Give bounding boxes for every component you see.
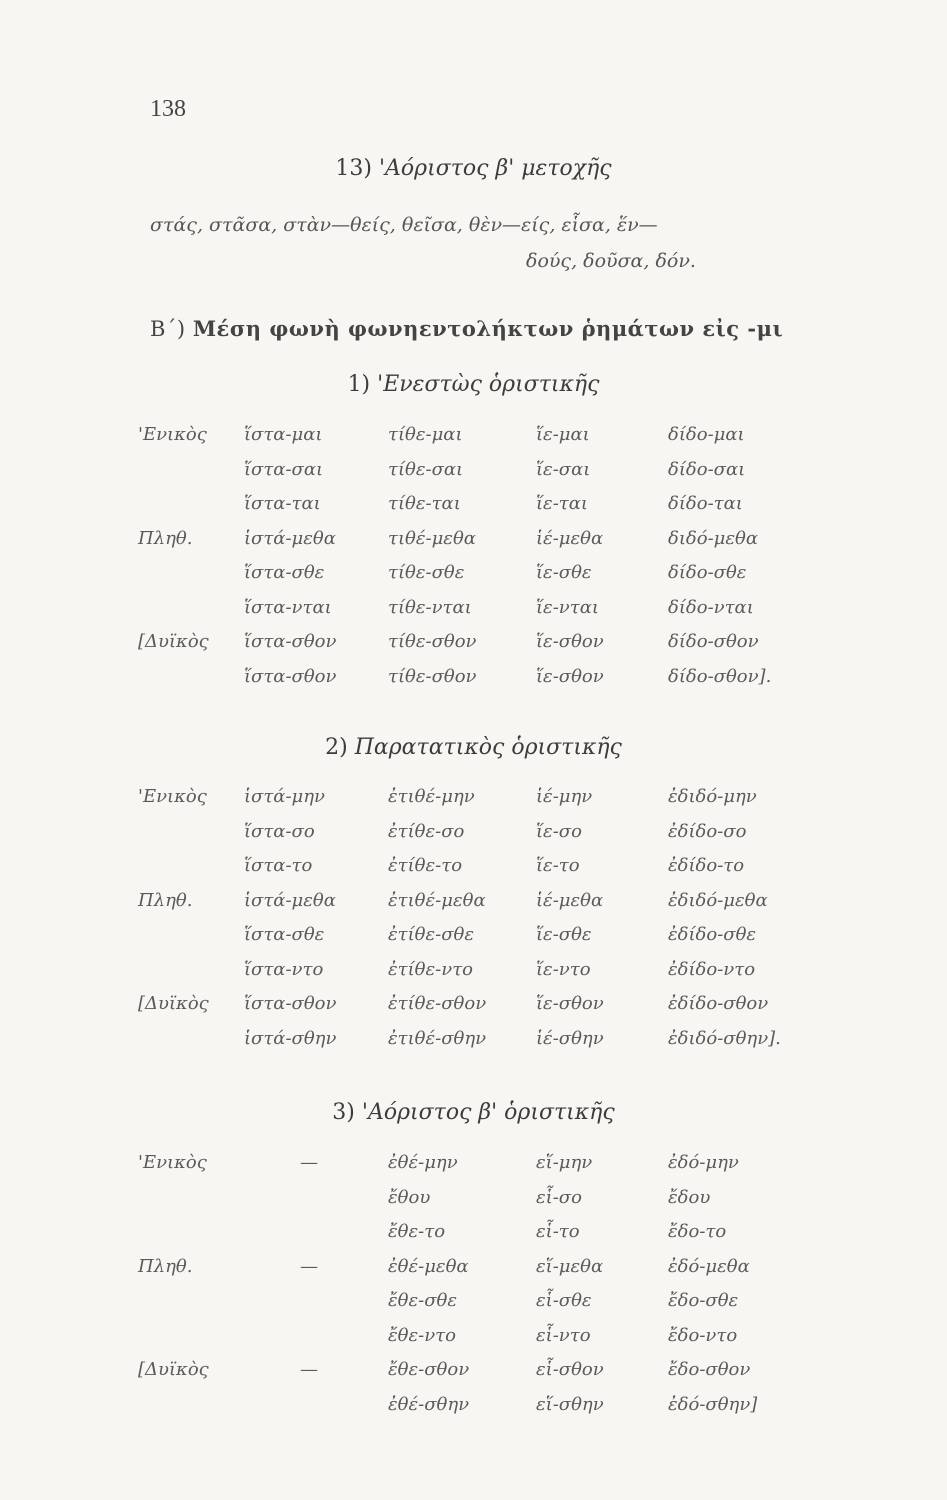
cell-form-1: ἵστα-σθον (244, 631, 337, 652)
cell-number-label: 'Ενικὸς (138, 786, 207, 807)
table-3-number: 3) (332, 1100, 355, 1125)
cell-form-2: ἐθέ-μην (388, 1152, 458, 1173)
cell-number-label: [Δυϊκὸς (138, 631, 209, 652)
cell-form-4: ἐδό-μεθα (668, 1255, 750, 1277)
table-3-title: 'Αόριστος β' ὁριστικῆς (361, 1100, 615, 1125)
cell-form-1: ἵστα-σθε (244, 562, 325, 583)
cell-form-1: ἵστα-το (244, 855, 313, 876)
cell-form-4: ἐδίδο-το (668, 855, 745, 876)
cell-form-4: ἐδό-σθην] (668, 1393, 758, 1415)
cell-form-3: ἱέ-σθην (536, 1027, 604, 1049)
table-row (0, 597, 947, 631)
table-row (0, 786, 947, 820)
table-row (0, 493, 947, 527)
table-row (0, 1221, 947, 1255)
section-b-label: Β΄) (150, 317, 186, 341)
cell-form-3: εἵ-μην (536, 1152, 593, 1173)
cell-form-3: ἵε-σθον (536, 665, 604, 687)
cell-form-1: ἵστα-σθε (244, 924, 325, 945)
cell-form-3: εἵ-μεθα (536, 1255, 604, 1277)
cell-form-1: ἵστα-σθον (244, 665, 337, 687)
section-13-title: 'Αόριστος β' μετοχῆς (378, 156, 612, 181)
table-row (0, 1290, 947, 1324)
cell-form-3: ἵε-ντο (536, 958, 591, 980)
cell-form-1: — (300, 1152, 318, 1173)
cell-form-2: τίθε-μαι (388, 424, 463, 445)
cell-form-4: ἐδίδο-σθε (668, 924, 757, 945)
table-1-number: 1) (347, 372, 371, 397)
cell-form-1: ἱστά-μεθα (244, 889, 336, 911)
cell-form-2: ἐτιθέ-μεθα (388, 889, 486, 911)
cell-form-2: τίθε-σθε (388, 562, 465, 583)
cell-form-2: ἔθε-το (388, 1221, 446, 1242)
table-row (0, 459, 947, 493)
cell-form-2: ἐτιθέ-σθην (388, 1027, 487, 1049)
section-b-heading (150, 316, 783, 341)
cell-form-2: ἔθε-ντο (388, 1324, 456, 1346)
section-13-number: 13) (335, 156, 372, 181)
cell-form-4: ἔδο-το (668, 1221, 727, 1242)
cell-form-4: ἐδιδό-μεθα (668, 889, 768, 911)
cell-form-4: ἔδου (668, 1186, 711, 1208)
page-number: 138 (150, 96, 186, 122)
section-13-line-1: στάς, στᾶσα, στὰν—θείς, θεῖσα, θὲν—είς, εἷσα, ἕν— (150, 214, 658, 236)
cell-form-4: ἐδίδο-ντο (668, 958, 756, 980)
cell-form-4: ἐδιδό-σθην]. (668, 1027, 781, 1049)
table-row (0, 1028, 947, 1062)
table-row (0, 562, 947, 596)
cell-form-3: ἵε-μαι (536, 424, 590, 445)
cell-number-label: Πληθ. (138, 527, 193, 549)
table-row (0, 924, 947, 958)
cell-form-4: ἐδιδό-μην (668, 786, 757, 807)
cell-number-label: [Δυϊκὸς (138, 993, 209, 1014)
table-2-title: Παρατατικὸς ὁριστικῆς (354, 735, 622, 760)
cell-form-2: ἐτίθε-σθον (388, 993, 487, 1014)
cell-form-4: δίδο-σθε (668, 562, 747, 583)
cell-number-label: Πληθ. (138, 1255, 193, 1277)
table-row (0, 1256, 947, 1290)
cell-form-4: δίδο-μαι (668, 424, 745, 445)
table-row (0, 528, 947, 562)
cell-form-4: δίδο-σθον]. (668, 665, 772, 687)
cell-form-2: ἔθου (388, 1186, 431, 1208)
table-row (0, 1359, 947, 1393)
cell-form-1: ἵστα-νται (244, 596, 332, 618)
cell-form-3: ἵε-νται (536, 596, 599, 618)
cell-form-1: ἱστά-μην (244, 786, 325, 807)
cell-form-2: τίθε-σθον (388, 631, 477, 652)
cell-form-3: ἵε-σθε (536, 924, 592, 945)
cell-form-1: ἱστά-σθην (244, 1027, 337, 1049)
cell-form-2: ἐτίθε-σο (388, 820, 465, 842)
cell-form-2: ἔθε-σθε (388, 1290, 458, 1311)
cell-form-4: διδό-μεθα (668, 527, 758, 549)
table-row (0, 890, 947, 924)
cell-form-2: ἐτίθε-σθε (388, 924, 475, 945)
cell-form-1: — (300, 1255, 318, 1277)
cell-form-3: ἵε-σθον (536, 993, 604, 1014)
table-row (0, 1187, 947, 1221)
cell-form-1: ἵστα-ντο (244, 958, 324, 980)
cell-form-3: ἱέ-μην (536, 786, 593, 807)
cell-form-4: δίδο-νται (668, 596, 754, 618)
table-2-heading (0, 735, 947, 760)
cell-form-2: ἐθέ-σθην (388, 1393, 470, 1415)
cell-form-1: ἵστα-μαι (244, 424, 323, 445)
table-1-title: 'Ενεστὼς ὁριστικῆς (377, 372, 600, 397)
cell-form-3: εἷ-σθον (536, 1359, 604, 1380)
cell-form-2: ἐτίθε-ντο (388, 958, 473, 980)
table-row (0, 959, 947, 993)
section-13-heading (0, 156, 947, 181)
table-row (0, 855, 947, 889)
cell-form-2: τίθε-σθον (388, 665, 477, 687)
cell-form-4: δίδο-ται (668, 493, 743, 514)
cell-number-label: Πληθ. (138, 889, 193, 911)
cell-form-1: ἵστα-ται (244, 493, 321, 514)
cell-form-4: ἐδίδο-σθον (668, 993, 769, 1014)
table-row (0, 666, 947, 700)
table-row (0, 1325, 947, 1359)
cell-form-4: δίδο-σαι (668, 458, 746, 480)
cell-number-label: [Δυϊκὸς (138, 1359, 209, 1380)
cell-form-2: τίθε-ται (388, 493, 461, 514)
cell-form-2: τίθε-νται (388, 596, 472, 618)
table-row (0, 631, 947, 665)
cell-form-2: ἐτίθε-το (388, 855, 463, 876)
cell-form-2: τιθέ-μεθα (388, 527, 476, 549)
cell-form-3: εἵ-σθην (536, 1393, 604, 1415)
cell-form-3: ἱέ-μεθα (536, 889, 604, 911)
cell-form-3: εἷ-σθε (536, 1290, 592, 1311)
cell-form-4: ἔδο-σθον (668, 1359, 751, 1380)
table-2-number: 2) (325, 735, 348, 760)
cell-form-3: ἵε-σαι (536, 458, 591, 480)
table-1-heading (0, 372, 947, 397)
cell-form-4: ἔδο-ντο (668, 1324, 738, 1346)
cell-form-3: εἷ-σο (536, 1186, 582, 1208)
cell-form-2: ἔθε-σθον (388, 1359, 470, 1380)
cell-form-2: ἐτιθέ-μην (388, 786, 475, 807)
cell-form-3: ἵε-σθε (536, 562, 592, 583)
cell-form-1: — (300, 1359, 318, 1380)
cell-form-3: εἷ-το (536, 1221, 580, 1242)
table-row (0, 993, 947, 1027)
cell-form-3: ἵε-σθον (536, 631, 604, 652)
cell-form-1: ἵστα-σο (244, 820, 315, 842)
cell-form-2: ἐθέ-μεθα (388, 1255, 469, 1277)
cell-form-4: δίδο-σθον (668, 631, 759, 652)
cell-form-4: ἐδίδο-σο (668, 820, 747, 842)
cell-form-3: ἵε-ται (536, 493, 588, 514)
section-b-text: Μέση φωνὴ φωνηεντολήκτων ῥημάτων εἰς -μι (192, 316, 784, 341)
table-row (0, 1152, 947, 1186)
table-row (0, 424, 947, 458)
cell-form-3: ἵε-το (536, 855, 580, 876)
cell-form-3: ἵε-σο (536, 820, 582, 842)
cell-form-3: εἷ-ντο (536, 1324, 591, 1346)
cell-number-label: 'Ενικὸς (138, 1152, 207, 1173)
cell-form-1: ἵστα-σαι (244, 458, 324, 480)
cell-number-label: 'Ενικὸς (138, 424, 207, 445)
cell-form-4: ἔδο-σθε (668, 1290, 739, 1311)
table-row (0, 1394, 947, 1428)
cell-form-3: ἱέ-μεθα (536, 527, 604, 549)
cell-form-1: ἵστα-σθον (244, 993, 337, 1014)
cell-form-1: ἱστά-μεθα (244, 527, 336, 549)
cell-form-2: τίθε-σαι (388, 458, 464, 480)
section-13-line-2: δούς, δοῦσα, δόν. (526, 250, 696, 272)
cell-form-4: ἐδό-μην (668, 1152, 739, 1173)
table-3-heading (0, 1100, 947, 1125)
table-row (0, 821, 947, 855)
